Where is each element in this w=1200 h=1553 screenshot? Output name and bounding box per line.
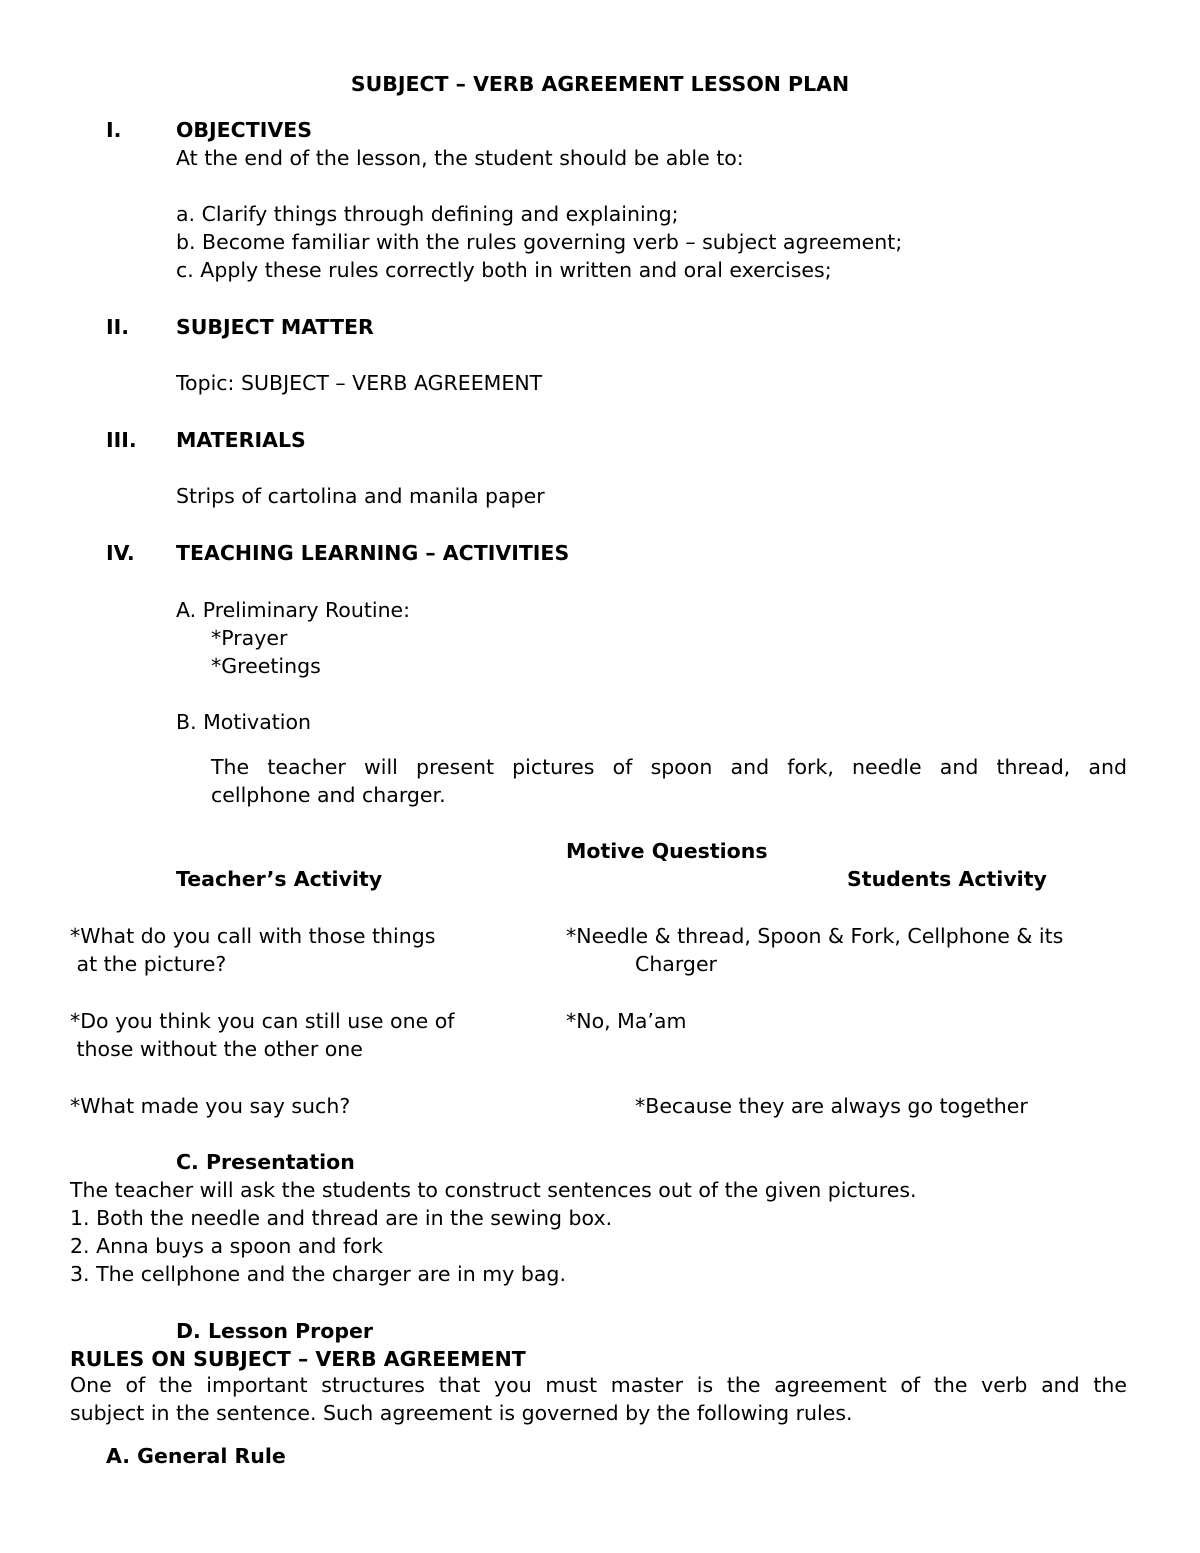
student-answer: Charger	[635, 952, 717, 976]
students-activity-header: Students Activity	[847, 867, 1047, 891]
section-numeral-iv: IV.	[106, 541, 135, 565]
student-answer: *Because they are always go together	[635, 1094, 1028, 1118]
teacher-question: *What made you say such?	[70, 1094, 351, 1118]
example-sentence: 1. Both the needle and thread are in the sewing box.	[70, 1206, 613, 1230]
general-rule-heading: A. General Rule	[106, 1444, 286, 1468]
topic-line: Topic: SUBJECT – VERB AGREEMENT	[176, 371, 543, 395]
section-numeral-i: I.	[106, 118, 122, 142]
objectives-heading: OBJECTIVES	[176, 118, 312, 142]
presentation-heading: C. Presentation	[176, 1150, 355, 1174]
section-numeral-iii: III.	[106, 428, 137, 452]
activities-heading: TEACHING LEARNING – ACTIVITIES	[176, 541, 570, 565]
routine-item: *Greetings	[211, 654, 321, 678]
subject-matter-heading: SUBJECT MATTER	[176, 315, 374, 339]
section-numeral-ii: II.	[106, 315, 130, 339]
lesson-text-line: One of the important structures that you must master is the agreement of the verb and the	[70, 1373, 1127, 1397]
routine-item: *Prayer	[211, 626, 288, 650]
teacher-question: *Do you think you can still use one of	[70, 1009, 455, 1033]
motivation-text-line: The teacher will present pictures of spoon and fork, needle and thread, and	[211, 755, 1127, 779]
materials-text: Strips of cartolina and manila paper	[176, 484, 545, 508]
example-sentence: 2. Anna buys a spoon and fork	[70, 1234, 384, 1258]
teacher-activity-header: Teacher’s Activity	[176, 867, 383, 891]
objective-item: b. Become familiar with the rules governing verb – subject agreement;	[176, 230, 903, 254]
motive-questions-title: Motive Questions	[566, 839, 768, 863]
teacher-question: at the picture?	[70, 952, 227, 976]
teacher-question: those without the other one	[70, 1037, 363, 1061]
lesson-text-line: subject in the sentence. Such agreement is governed by the following rules.	[70, 1401, 853, 1425]
rules-title: RULES ON SUBJECT – VERB AGREEMENT	[70, 1347, 526, 1371]
objective-item: c. Apply these rules correctly both in written and oral exercises;	[176, 258, 832, 282]
materials-heading: MATERIALS	[176, 428, 306, 452]
motivation-text-line: cellphone and charger.	[211, 783, 446, 807]
example-sentence: 3. The cellphone and the charger are in my bag.	[70, 1262, 566, 1286]
lesson-proper-heading: D. Lesson Proper	[176, 1319, 374, 1343]
motivation-label: B. Motivation	[176, 710, 312, 734]
preliminary-routine-label: A. Preliminary Routine:	[176, 598, 411, 622]
objective-item: a. Clarify things through defining and explaining;	[176, 202, 679, 226]
student-answer: *Needle & thread, Spoon & Fork, Cellphone & its	[566, 924, 1064, 948]
teacher-question: *What do you call with those things	[70, 924, 436, 948]
document-title: SUBJECT – VERB AGREEMENT LESSON PLAN	[350, 72, 850, 96]
presentation-intro: The teacher will ask the students to construct sentences out of the given pictures.	[70, 1178, 917, 1202]
objectives-intro: At the end of the lesson, the student should be able to:	[176, 146, 744, 170]
student-answer: *No, Ma’am	[566, 1009, 687, 1033]
